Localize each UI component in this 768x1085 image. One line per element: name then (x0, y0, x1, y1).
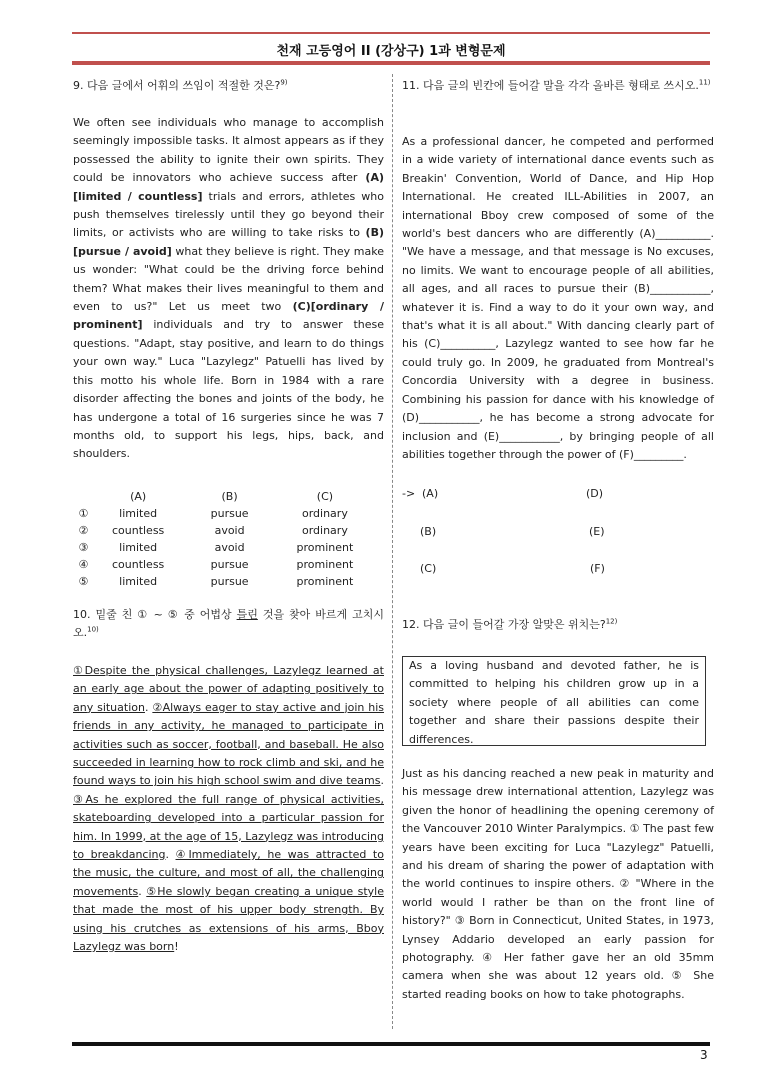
q9-choice-b: (B)[pursue / avoid] (73, 226, 384, 258)
q9-option-row[interactable]: ① limited pursue ordinary (78, 507, 348, 520)
q9-option-row[interactable]: ② countless avoid ordinary (78, 524, 348, 537)
q10-underlined-2: ②Always eager to stay active and join his friends in any activity, he managed to participate in activities such as soccer, football, and baseball. He also succeeded in learning how to rock climb and ski, and he found ways to join his high school swim and dive teams (73, 700, 385, 788)
q11-arrow: -> (402, 487, 416, 500)
column-divider (392, 74, 393, 1029)
q10-underlined-5: ⑤He slowly began creating a unique style that made the most of his upper body strength. By using his crutches as extensions of his arms, Bboy Lazylegz was born (73, 884, 384, 954)
q10-underlined-1: ①Despite the physical challenges, Lazylegz learned at an early age about the power of adapting positively to any situation (73, 664, 384, 714)
q9-options-header: (A) (B) (C) (130, 490, 334, 503)
q9-choice-a: (A)[limited / countless] (73, 171, 384, 203)
q9-passage: We often see individuals who manage to accomplish seemingly impossible tasks. It almost appears as if they possessed the ability to ignite their own spirits. They could be innovators who achieve success after (A)[limited / countless] trials and errors, athletes who push themselves tirelessly until they go beyond their limits, or activists who are willing to take risks to (B)[pursue / avoid] what they believe is right. They make us wonder: "What could be the driving force behind them? What makes their lives meaningful to them and even to us?" Let us meet two (C)[ordinary / prominent] individuals and try to answer these questions. "Adapt, stay positive, and learn to do things your own way." Luca "Lazylegz" Patuelli has lived by this motto his whole life. Born in 1984 with a rare disorder affecting the bones and joints of the body, he has undergone a total of 16 surgeries since he was 7 months old, to support his legs, hips, back, and shoulders. (73, 116, 384, 461)
q11-footnote-ref: 11) (698, 78, 711, 87)
q11-title: 11. 다음 글의 빈칸에 들어갈 말을 각각 올바른 형태로 쓰시오.$^{11)}$ (402, 78, 711, 92)
q9-title: 9. 다음 글에서 어휘의 쓰임이 적절한 것은?$^{9)}$ (73, 78, 288, 92)
q12-insert-box: As a loving husband and devoted father, he is committed to helping his children grow up in a society where people of all abilities can come together and share their passions despite their differences. (402, 656, 706, 746)
q9-options-table (73, 488, 373, 590)
header-bottom-rule (72, 61, 710, 65)
q12-title: 12. 다음 글이 들어갈 가장 알맞은 위치는?$^{12)}$ (402, 617, 618, 631)
header-top-rule (72, 32, 710, 34)
q11-passage: As a professional dancer, he competed and performed in a wide variety of international dance events such as Breakin' Convention, World of Dance, and Hip Hop International. He created ILL-Abilities in 2007, an international Bboy crew composed of some of the world's best dancers who are differently (A)__________. "We have a message, and that message is No excuses, no limits. We want to encourage people of all abilities, all ages, and all races to pursue their (B)___________, whatever it is. Find a way to do it your own way, and that's what it is all about." With dancing clearly part of his (C)__________, Lazylegz wanted to see how far he could truly go. In 2009, he graduated from Montreal's Concordia University with a degree in business. Combining his passion for dance with his knowledge of (D)___________, he has become a strong advocate for inclusion and (E)___________, by bringing people of all abilities together through the power of (F)_________. (402, 135, 714, 461)
q12-footnote-ref: 12) (605, 617, 618, 626)
footer-rule (72, 1042, 710, 1046)
q9-option-row[interactable]: ④ countless pursue prominent (78, 558, 354, 571)
q9-option-row[interactable]: ⑤ limited pursue prominent (78, 575, 354, 588)
q11-answer-a[interactable]: (A) (422, 487, 439, 500)
q9-choice-c: (C)[ordinary / prominent] (73, 300, 384, 332)
q9-footnote-ref: 9) (280, 78, 288, 87)
q11-answer-c[interactable]: (C) (420, 562, 437, 575)
q9-option-row[interactable]: ③ limited avoid prominent (78, 541, 354, 554)
q10-passage: ①Despite the physical challenges, Lazylegz learned at an early age about the power of adapting positively to any situation. ②Always eager to stay active and join his friends in any activity, he managed to participate in activities such as soccer, football, and baseball. He also succeeded in learning how to rock climb and ski, and he found ways to join his high school swim and dive teams. ③As he explored the full range of physical activities, skateboarding developed into a particular passion for him. In 1999, at the age of 15, Lazylegz was introducing to breakdancing. ④Immediately, he was attracted to the music, the culture, and most of all, the challenging movements. ⑤He slowly began creating a unique style that made the most of his upper body strength. By using his crutches as extensions of his arms, Bboy Lazylegz was born! (73, 664, 385, 954)
page-number: 3 (700, 1048, 708, 1062)
q10-title: 10. 밑줄 친 ① ~ ⑤ 중 어법상 틀린 것을 찾아 바르게 고치시오.$^{10)}$ (73, 608, 384, 640)
q10-footnote-ref: 10) (87, 625, 99, 634)
q11-answer-f[interactable]: (F) (590, 562, 605, 575)
q11-answer-b[interactable]: (B) (420, 525, 437, 538)
q11-answer-d[interactable]: (D) (586, 487, 604, 500)
q10-underlined-3: ③As he explored the full range of physical activities, skateboarding developed into a particular passion for him. In 1999, at the age of 15, Lazylegz was introducing to breakdancing (73, 792, 384, 862)
q11-answer-e[interactable]: (E) (589, 525, 605, 538)
q10-underlined-4: ④Immediately, he was attracted to the music, the culture, and most of all, the challenging movements (73, 848, 384, 898)
page-title: 천재 고등영어 II (강상구) 1과 변형문제 (276, 44, 506, 59)
q12-passage: Just as his dancing reached a new peak in maturity and his message drew international attention, Lazylegz was given the honor of headlining the opening ceremony of the Vancouver 2010 Winter Paralympics. ① The past few years have been exciting for Luca "Lazylegz" Patuelli, and his dream of sharing the power of adaptation with the world continues to inspire others. ② "Where in the world would I rather be than on the front line of history?" ③ Born in Connecticut, United States, in 1973, Lynsey Addario developed an early passion for photography. ④ Her father gave her an old 35mm camera when she was about 12 years old. ⑤ She started reading books on how to take photographs. (402, 767, 714, 1001)
